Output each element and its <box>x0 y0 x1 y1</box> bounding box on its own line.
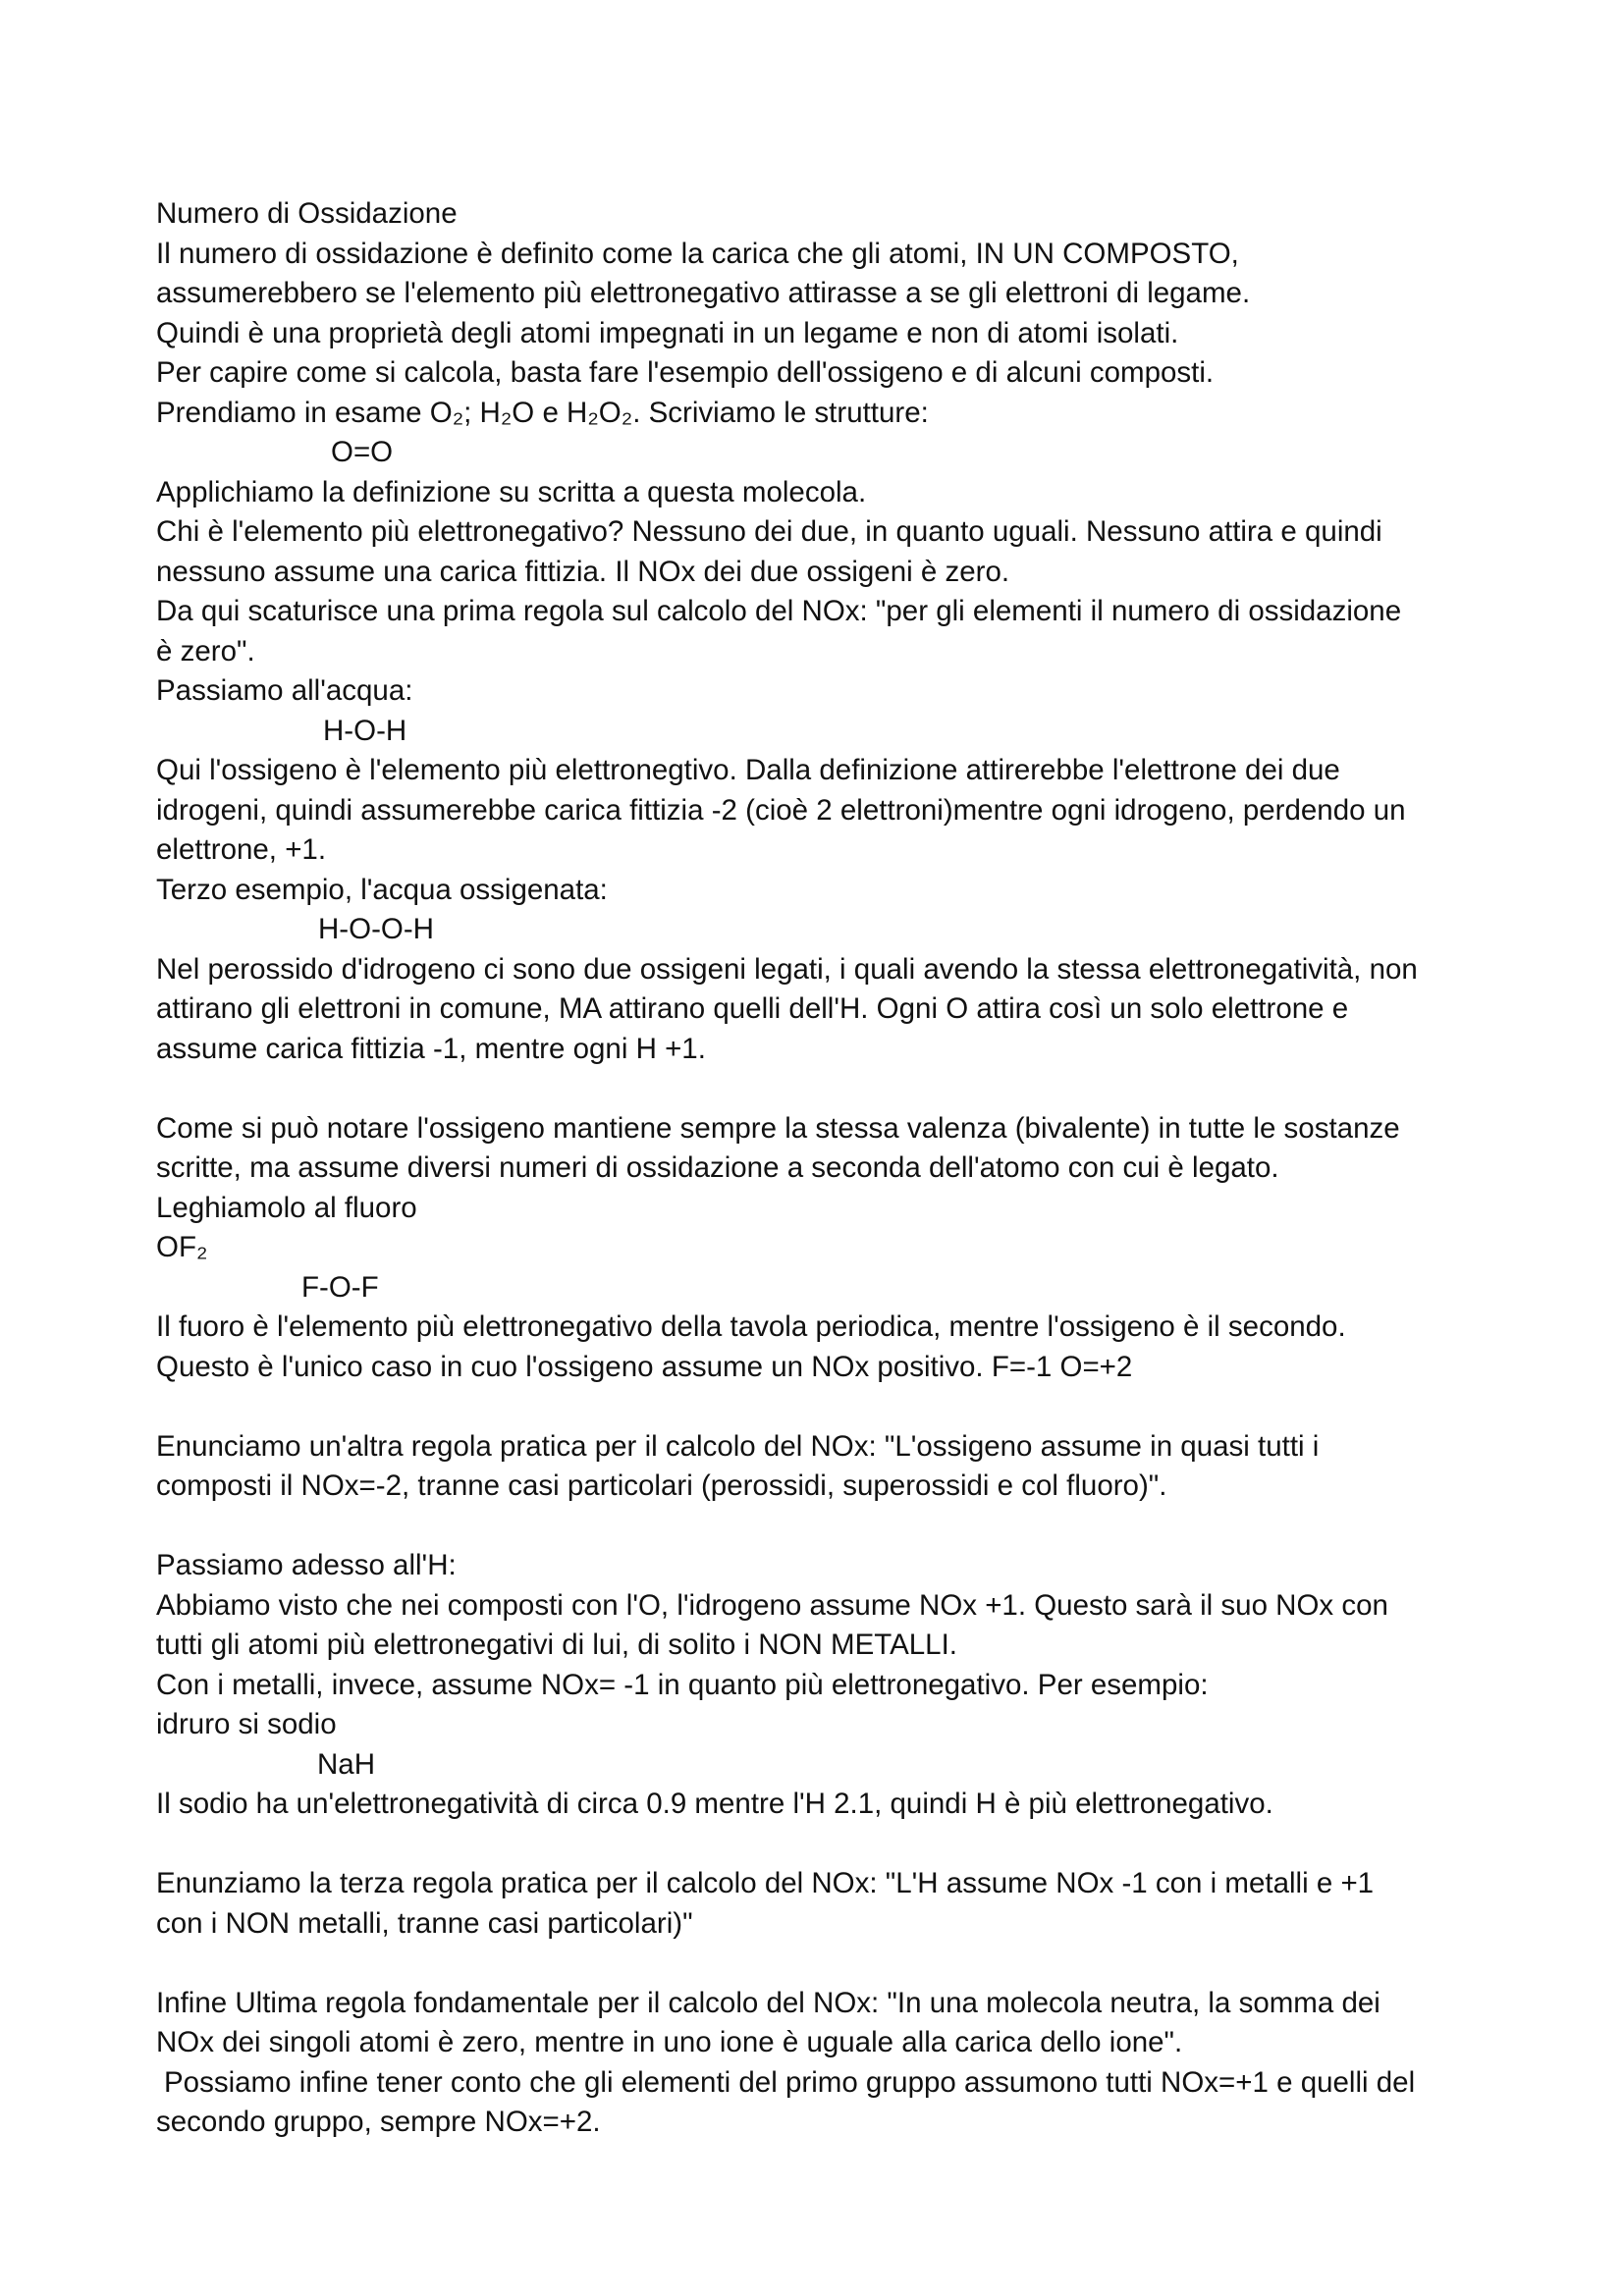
paragraph-line: Applichiamo la definizione su scritta a questa molecola. <box>156 475 867 508</box>
paragraph-line: Possiamo infine tener conto che gli elementi del primo gruppo assumono tutti NOx=+1 e quelli del <box>164 2065 1416 2099</box>
paragraph-gap <box>156 1507 1531 1547</box>
paragraph-line: Come si può notare l'ossigeno mantiene sempre la stessa valenza (bivalente) in tutte le sostanze <box>156 1111 1400 1145</box>
paragraph-gap <box>156 1944 1531 1984</box>
paragraph-gap <box>156 1825 1531 1865</box>
paragraph-line: scritte, ma assume diversi numeri di ossidazione a seconda dell'atomo con cui è legato. <box>156 1151 1279 1184</box>
paragraph-line: secondo gruppo, sempre NOx=+2. <box>156 2106 601 2138</box>
paragraph-line: idruro si sodio <box>156 1708 337 1740</box>
paragraph-gap <box>156 1069 1531 1109</box>
paragraph-line: Per capire come si calcola, basta fare l'esempio dell'ossigeno e di alcuni composti. <box>156 356 1215 389</box>
paragraph-line: Enunciamo un'altra regola pratica per il calcolo del NOx: "L'ossigeno assume in quasi tutti i <box>156 1429 1320 1463</box>
paragraph-line: con i NON metalli, tranne casi particolari)" <box>156 1906 693 1940</box>
paragraph-line: Questo è l'unico caso in cuo l'ossigeno assume un NOx positivo. F=-1 O=+2 <box>156 1350 1133 1383</box>
paragraph-line: Infine Ultima regola fondamentale per il calcolo del NOx: "In una molecola neutra, la somma dei <box>156 1986 1380 2019</box>
formula-h2o2: H-O-O-H <box>318 913 434 945</box>
formula-of2: F-O-F <box>301 1270 379 1304</box>
paragraph-line: Chi è l'elemento più elettronegativo? Nessuno dei due, in quanto uguali. Nessuno attira e quindi <box>156 515 1382 548</box>
paragraph-line: Il sodio ha un'elettronegatività di circa 0.9 mentre l'H 2.1, quindi H è più elettronegativo. <box>156 1788 1273 1820</box>
paragraph-line: tutti gli atomi più elettronegativi di lui, di solito i NON METALLI. <box>156 1629 957 1661</box>
paragraph-line: Enunziamo la terza regola pratica per il calcolo del NOx: "L'H assume NOx -1 con i metalli e +1 <box>156 1867 1375 1899</box>
paragraph-line: Nel perossido d'idrogeno ci sono due ossigeni legati, i quali avendo la stessa elettronegatività, non <box>156 952 1418 986</box>
formula-o2: O=O <box>331 436 394 468</box>
paragraph-line: Il numero di ossidazione è definito come la carica che gli atomi, IN UN COMPOSTO, <box>156 237 1239 270</box>
paragraph-line: assume carica fittizia -1, mentre ogni H +1. <box>156 1032 706 1065</box>
paragraph-line: Terzo esempio, l'acqua ossigenata: <box>156 873 608 906</box>
paragraph-line: OF₂ <box>156 1231 208 1263</box>
document-title: Numero di Ossidazione <box>156 197 458 230</box>
paragraph-line: Passiamo adesso all'H: <box>156 1549 457 1581</box>
document-body <box>156 194 1531 2143</box>
paragraph-gap <box>156 1387 1531 1427</box>
paragraph-line: è zero". <box>156 634 255 667</box>
paragraph-line: NOx dei singoli atomi è zero, mentre in uno ione è uguale alla carica dello ione". <box>156 2026 1183 2058</box>
paragraph-line: Con i metalli, invece, assume NOx= -1 in quanto più elettronegativo. Per esempio: <box>156 1668 1209 1701</box>
paragraph-line: idrogeni, quindi assumerebbe carica fittizia -2 (cioè 2 elettroni)mentre ogni idrogeno, perdendo un <box>156 793 1406 827</box>
paragraph-line: nessuno assume una carica fittizia. Il NOx dei due ossigeni è zero. <box>156 555 1010 588</box>
paragraph-line: composti il NOx=-2, tranne casi particolari (perossidi, superossidi e col fluoro)". <box>156 1469 1167 1502</box>
formula-h2o: H-O-H <box>323 714 407 747</box>
paragraph-line: elettrone, +1. <box>156 833 327 866</box>
paragraph-line: attirano gli elettroni in comune, MA attirano quelli dell'H. Ogni O attira così un solo elettrone e <box>156 992 1349 1025</box>
paragraph-line: Quindi è una proprietà degli atomi impegnati in un legame e non di atomi isolati. <box>156 316 1179 349</box>
paragraph-line: assumerebbero se l'elemento più elettronegativo attirasse a se gli elettroni di legame. <box>156 277 1251 309</box>
paragraph-line: Il fuoro è l'elemento più elettronegativo della tavola periodica, mentre l'ossigeno è il secondo. <box>156 1310 1346 1343</box>
paragraph-line: Passiamo all'acqua: <box>156 674 413 707</box>
paragraph-line: Qui l'ossigeno è l'elemento più elettronegtivo. Dalla definizione attirerebbe l'elettrone dei due <box>156 754 1340 786</box>
paragraph-line: Prendiamo in esame O₂; H₂O e H₂O₂. Scriviamo le strutture: <box>156 396 929 429</box>
paragraph-line: Da qui scaturisce una prima regola sul calcolo del NOx: "per gli elementi il numero di ossidazione <box>156 595 1402 627</box>
formula-nah: NaH <box>317 1747 376 1781</box>
paragraph-line: Abbiamo visto che nei composti con l'O, l'idrogeno assume NOx +1. Questo sarà il suo NOx con <box>156 1588 1388 1622</box>
paragraph-line: Leghiamolo al fluoro <box>156 1191 417 1224</box>
